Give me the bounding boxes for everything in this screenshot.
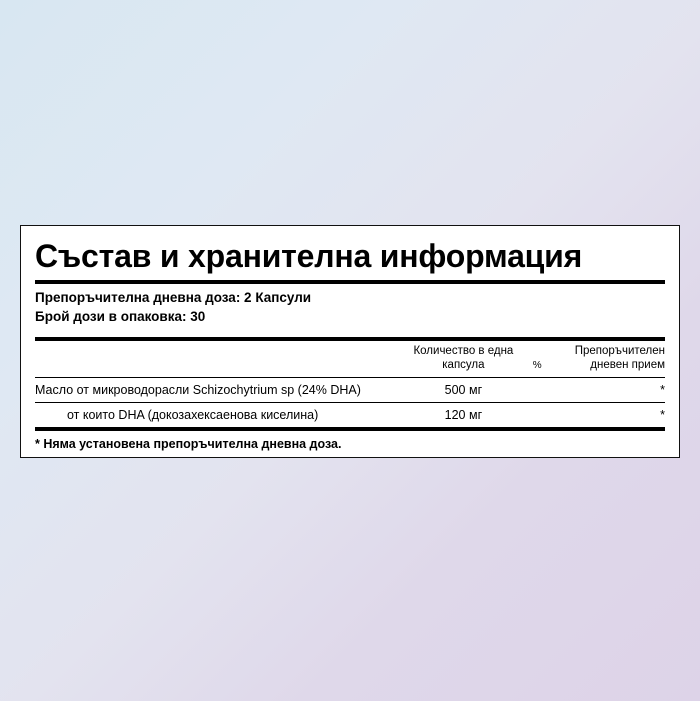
column-header-percent: Препоръчителен дневен прием [574, 344, 665, 371]
nutrient-percent: * [552, 403, 665, 428]
supplement-facts-panel [20, 225, 680, 458]
column-header-percent-sign: % [532, 360, 542, 372]
table-header [35, 341, 665, 378]
table-header-row [35, 341, 665, 378]
nutrient-amount: 500 мг [394, 378, 533, 403]
nutrient-name: от които DHA (докозахексаенова киселина) [35, 403, 394, 428]
column-header-name [35, 341, 394, 378]
nutrient-percent: * [552, 378, 665, 403]
table-row [35, 403, 665, 428]
column-header-amount: Количество в една капсула [413, 344, 514, 371]
nutrient-name: Масло от микроводорасли Schizochytrium sp (24% DHA) [35, 378, 394, 403]
servings-per-container: Брой дози в опаковка: 30 [35, 309, 206, 325]
nutrient-percent-spacer [533, 403, 552, 428]
nutrition-table [35, 341, 665, 428]
table-body [35, 378, 665, 428]
table-row [35, 378, 665, 403]
page-title: Състав и хранителна информация [35, 238, 583, 274]
nutrient-percent-spacer [533, 378, 552, 403]
footnote: * Няма установена препоръчителна дневна доза. [35, 427, 665, 457]
nutrient-amount: 120 мг [394, 403, 533, 428]
serving-size: Препоръчителна дневна доза: 2 Капсули [35, 289, 312, 305]
serving-info [35, 284, 665, 333]
